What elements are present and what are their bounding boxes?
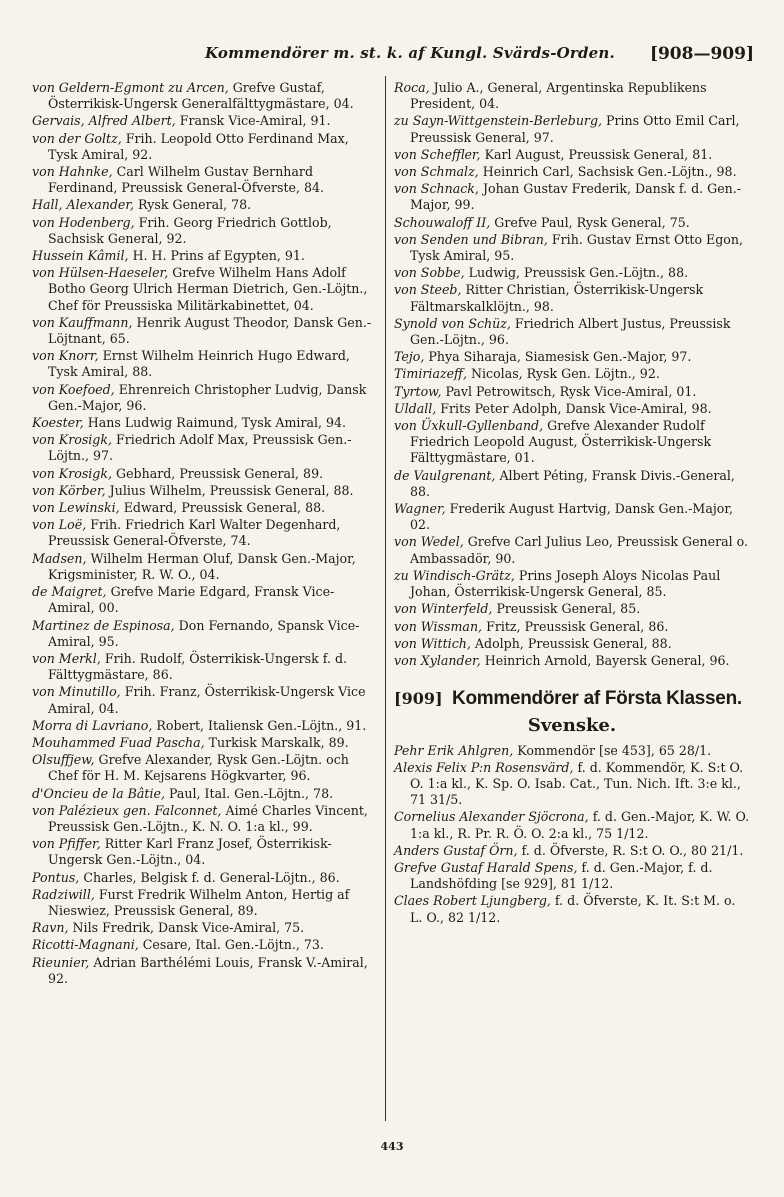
entry-name: von Schnack, — [394, 181, 479, 197]
entry-name: von Scheffler, — [394, 146, 481, 162]
entry-name: von der Goltz, — [32, 130, 122, 146]
entry-details: f. d. Kommendör, K. S:t O. O. 1:a kl., K. Sp. O. Isab. Cat., Tun. Nich. Ift. 3:e kl., 71 31/5. — [410, 759, 744, 808]
entry-name: Morra di Lavriano, — [32, 717, 153, 733]
list-item — [32, 517, 377, 549]
entry-details: Grefve Paul, Rysk General, 75. — [494, 214, 690, 230]
entry-name: von Merkl, — [32, 650, 101, 666]
list-item — [394, 534, 750, 566]
entry-details: Preussisk General, 85. — [496, 601, 641, 617]
list-item — [32, 955, 377, 987]
entry-details: Rysk General, 78. — [138, 197, 252, 213]
list-item — [32, 803, 377, 835]
list-item — [394, 418, 750, 467]
entry-name: von Hahnke, — [32, 164, 113, 180]
entry-details: Heinrich Carl, Sachsisk Gen.-Löjtn., 98. — [482, 164, 737, 180]
list-item — [32, 113, 377, 129]
left-column — [32, 80, 377, 988]
list-item — [32, 786, 377, 802]
entry-details: Ernst Wilhelm Heinrich Hugo Edward, Tysk Amiral, 88. — [48, 348, 350, 380]
entry-details: Grefve Marie Edgard, Fransk Vice-Amiral, 00. — [48, 584, 335, 616]
list-item — [32, 164, 377, 196]
list-item — [32, 248, 377, 264]
entry-details: Nicolas, Rysk Gen. Löjtn., 92. — [470, 366, 660, 382]
entry-name: von Üxkull-Gyllenband, — [394, 418, 544, 434]
list-item — [394, 743, 750, 759]
list-item — [32, 483, 377, 499]
section-entry-list — [394, 743, 750, 926]
entry-name: von Hülsen-Haeseler, — [32, 265, 169, 281]
entry-name: d'Oncieu de la Bâtie, — [32, 785, 165, 801]
entry-name: Alexis Felix P:n Rosensvärd, — [394, 759, 574, 775]
list-item — [32, 735, 377, 751]
page-number: 443 — [380, 1140, 404, 1153]
entry-name: Synold von Schüz, — [394, 315, 511, 331]
entry-details: Fransk Vice-Amiral, 91. — [179, 113, 331, 129]
entry-details: Julius Wilhelm, Preussisk General, 88. — [109, 482, 354, 498]
entry-details: Friedrich Albert Justus, Preussisk Gen.-Löjtn., 96. — [410, 315, 731, 348]
entry-name: Pontus, — [32, 869, 80, 885]
entry-details: Cesare, Ital. Gen.-Löjtn., 73. — [142, 937, 324, 953]
entry-details: Hans Ludwig Raimund, Tysk Amiral, 94. — [87, 415, 347, 431]
entry-name: von Winterfeld, — [394, 601, 493, 617]
section-subtitle: Svenske. — [527, 715, 617, 737]
entry-details: Don Fernando, Spansk Vice-Amiral, 95. — [48, 617, 360, 649]
list-item — [394, 760, 750, 809]
entry-name: von Kauffmann, — [32, 314, 133, 330]
entry-name: Martinez de Espinosa, — [32, 617, 175, 633]
running-title: Kommendörer m. st. k. af Kungl. Svärds-Orden. — [205, 44, 615, 62]
entry-name: Madsen, — [32, 550, 87, 566]
entry-details: Carl Wilhelm Gustav Bernhard Ferdinand, Preussisk General-Öfverste, 84. — [48, 164, 324, 196]
list-item — [394, 468, 750, 500]
entry-details: Henrik August Theodor, Dansk Gen.-Löjtnant, 65. — [48, 314, 372, 347]
entry-details: Julio A., General, Argentinska Republikens President, 04. — [410, 80, 707, 112]
list-item — [32, 348, 377, 380]
entry-name: von Minutillo, — [32, 684, 121, 700]
entry-name: Tejo, — [394, 349, 425, 365]
section-number: [909] — [394, 689, 443, 709]
entry-details: Phya Siharaja, Siamesisk Gen.-Major, 97. — [428, 349, 692, 365]
entry-details: Grefve Gustaf, Österrikisk-Ungersk Generalfälttygmästare, 04. — [48, 80, 354, 112]
entry-name: von Palézieux gen. Falconnet, — [32, 802, 222, 818]
column-divider — [385, 76, 386, 1121]
list-item — [394, 349, 750, 365]
entry-details: f. d. Öfverste, K. It. S:t M. o. L. O., 82 1/12. — [410, 893, 736, 925]
entry-details: Frih. Gustav Ernst Otto Egon, Tysk Amiral, 95. — [410, 231, 743, 264]
entry-details: Furst Fredrik Wilhelm Anton, Hertig af Nieswiez, Preussisk General, 89. — [48, 886, 350, 918]
entry-name: von Wedel, — [394, 534, 464, 550]
entry-name: Mouhammed Fuad Pascha, — [32, 734, 205, 750]
list-item — [32, 382, 377, 414]
list-item — [32, 618, 377, 650]
list-item — [32, 870, 377, 886]
entry-name: Ricotti-Magnani, — [32, 937, 139, 953]
entry-details: Grefve Carl Julius Leo, Preussisk General o. Ambassadör, 90. — [410, 534, 749, 566]
list-item — [32, 415, 377, 431]
list-item — [32, 80, 377, 112]
list-item — [32, 131, 377, 163]
list-item — [32, 836, 377, 868]
list-item — [32, 551, 377, 583]
entry-details: Grefve Alexander, Rysk Gen.-Löjtn. och Chef för H. M. Kejsarens Högkvarter, 96. — [48, 752, 349, 784]
entry-name: Tyrtow, — [394, 383, 442, 399]
entry-name: Olsuffjew, — [32, 752, 95, 768]
list-item — [394, 164, 750, 180]
section-title: Kommendörer af Första Klassen. — [452, 688, 742, 710]
entry-name: Anders Gustaf Örn, — [394, 842, 518, 858]
entry-details: Pavl Petrowitsch, Rysk Vice-Amiral, 01. — [445, 383, 697, 399]
list-item — [394, 316, 750, 348]
entry-name: von Schmalz, — [394, 164, 479, 180]
list-item — [32, 887, 377, 919]
entry-name: Timiriazeff, — [394, 366, 467, 382]
entry-details: Frederik August Hartvig, Dansk Gen.-Major, 02. — [410, 501, 733, 533]
entry-name: Wagner, — [394, 501, 446, 517]
entry-details: Heinrich Arnold, Bayersk General, 96. — [484, 652, 730, 668]
entry-name: Uldall, — [394, 400, 437, 416]
section-heading — [394, 688, 750, 710]
entry-details: Prins Joseph Aloys Nicolas Paul Johan, Österrikisk-Ungersk General, 85. — [410, 567, 721, 600]
entry-name: Rieunier, — [32, 954, 90, 970]
list-item — [394, 893, 750, 925]
entry-details: f. d. Gen.-Major, f. d. Landshöfding [se 929], 81 1/12. — [410, 859, 713, 892]
entry-details: Prins Otto Emil Carl, Preussisk General, 97. — [410, 113, 740, 145]
list-item — [394, 366, 750, 382]
list-item — [394, 147, 750, 163]
page-range: [908—909] — [649, 44, 754, 64]
entry-details: Paul, Ital. Gen.-Löjtn., 78. — [169, 785, 334, 801]
entry-name: Grefve Gustaf Harald Spens, — [394, 859, 578, 875]
list-item — [32, 584, 377, 616]
entry-details: Grefve Alexander Rudolf Friedrich Leopold August, Österrikisk-Ungersk Fälttygmästare, 01. — [410, 418, 712, 466]
entry-name: von Sobbe, — [394, 265, 465, 281]
entry-details: Ludwig, Preussisk Gen.-Löjtn., 88. — [468, 265, 689, 281]
entry-details: Aimé Charles Vincent, Preussisk Gen.-Löjtn., K. N. O. 1:a kl., 99. — [48, 802, 368, 834]
list-item — [32, 752, 377, 784]
entry-details: Nils Fredrik, Dansk Vice-Amiral, 75. — [72, 920, 305, 936]
list-item — [32, 684, 377, 716]
list-item — [394, 619, 750, 635]
entry-details: Frih. Rudolf, Österrikisk-Ungersk f. d. Fälttygmästare, 86. — [48, 650, 348, 683]
entry-name: von Geldern-Egmont zu Arcen, — [32, 80, 229, 95]
entry-name: von Knorr, — [32, 348, 99, 364]
list-item — [32, 215, 377, 247]
entry-name: Ravn, — [32, 920, 69, 936]
entry-details: Johan Gustav Frederik, Dansk f. d. Gen.-Major, 99. — [410, 181, 742, 213]
list-item — [394, 113, 750, 145]
entry-details: Ritter Christian, Österrikisk-Ungersk Fältmarskalklöjtn., 98. — [410, 282, 704, 314]
entry-details: Charles, Belgisk f. d. General-Löjtn., 86. — [83, 869, 340, 885]
entry-name: Claes Robert Ljungberg, — [394, 893, 551, 909]
list-item — [32, 651, 377, 683]
list-item — [394, 843, 750, 859]
list-item — [32, 920, 377, 936]
entry-details: Ehrenreich Christopher Ludvig, Dansk Gen.-Major, 96. — [48, 381, 367, 413]
entry-name: Cornelius Alexander Sjöcrona, — [394, 809, 589, 825]
entry-name: Radziwill, — [32, 886, 95, 902]
entry-name: zu Windisch-Grätz, — [394, 567, 515, 583]
entry-name: von Wissman, — [394, 618, 483, 634]
entry-details: Adolph, Preussisk General, 88. — [474, 635, 672, 651]
entry-details: Wilhelm Herman Oluf, Dansk Gen.-Major, Krigsminister, R. W. O., 04. — [48, 550, 356, 582]
entry-name: von Koefoed, — [32, 381, 115, 397]
entry-name: von Wittich, — [394, 635, 471, 651]
list-item — [394, 568, 750, 600]
entry-name: Pehr Erik Ahlgren, — [394, 742, 514, 758]
list-item — [394, 215, 750, 231]
entry-details: Friedrich Adolf Max, Preussisk Gen.-Löjtn., 97. — [48, 432, 352, 464]
entry-name: von Senden und Bibran, — [394, 231, 548, 247]
entry-details: Frih. Leopold Otto Ferdinand Max, Tysk Amiral, 92. — [48, 130, 349, 162]
entry-name: von Xylander, — [394, 652, 481, 668]
entry-details: f. d. Öfverste, R. S:t O. O., 80 21/1. — [521, 842, 744, 858]
entry-name: von Steeb, — [394, 282, 462, 298]
entry-details: Kommendör [se 453], 65 28/1. — [517, 742, 712, 758]
list-item — [32, 265, 377, 314]
list-item — [32, 432, 377, 464]
entry-details: Karl August, Preussisk General, 81. — [484, 146, 713, 162]
list-item — [32, 315, 377, 347]
list-item — [394, 601, 750, 617]
entry-name: zu Sayn-Wittgenstein-Berleburg, — [394, 113, 603, 129]
entry-name: Hussein Kâmil, — [32, 248, 129, 264]
entry-details: Fritz, Preussisk General, 86. — [486, 618, 669, 634]
entry-name: Roca, — [394, 80, 430, 95]
entry-name: von Körber, — [32, 482, 106, 498]
list-item — [394, 80, 750, 112]
list-item — [394, 501, 750, 533]
entry-details: Gebhard, Preussisk General, 89. — [116, 465, 324, 481]
entry-details: Edward, Preussisk General, 88. — [123, 500, 326, 516]
list-item — [32, 718, 377, 734]
entry-details: f. d. Gen.-Major, K. W. O. 1:a kl., R. Pr. R. Ö. O. 2:a kl., 75 1/12. — [410, 809, 750, 841]
entry-name: von Pfiffer, — [32, 836, 101, 852]
list-item — [394, 653, 750, 669]
entry-details: Albert Péting, Fransk Divis.-General, 88. — [410, 467, 735, 499]
right-entry-list — [394, 80, 750, 669]
entry-name: von Krosigk, — [32, 432, 113, 448]
entry-name: von Hodenberg, — [32, 214, 135, 230]
list-item — [32, 197, 377, 213]
list-item — [32, 500, 377, 516]
entry-details: Ritter Karl Franz Josef, Österrikisk-Ungersk Gen.-Löjtn., 04. — [48, 836, 332, 868]
list-item — [394, 384, 750, 400]
list-item — [394, 181, 750, 213]
list-item — [394, 232, 750, 264]
entry-details: Turkisk Marskalk, 89. — [208, 734, 349, 750]
list-item — [394, 636, 750, 652]
list-item — [394, 809, 750, 841]
entry-name: von Lewinski, — [32, 500, 120, 516]
list-item — [32, 937, 377, 953]
list-item — [394, 860, 750, 892]
entry-name: Schouwaloff II, — [394, 214, 491, 230]
entry-details: Grefve Wilhelm Hans Adolf Botho Georg Ulrich Herman Dietrich, Gen.-Löjtn., Chef för Preussiska Militärkabinettet, 04. — [48, 265, 368, 313]
list-item — [394, 265, 750, 281]
entry-details: Frits Peter Adolph, Dansk Vice-Amiral, 98. — [440, 400, 712, 416]
entry-name: de Maigret, — [32, 584, 107, 600]
entry-name: von Krosigk, — [32, 465, 113, 481]
right-column — [394, 80, 750, 927]
entry-name: Koester, — [32, 415, 84, 431]
entry-name: von Loë, — [32, 517, 87, 533]
page-header — [0, 44, 784, 72]
entry-name: Hall, Alexander, — [32, 197, 135, 213]
entry-details: H. H. Prins af Egypten, 91. — [132, 248, 305, 264]
entry-name: Gervais, Alfred Albert, — [32, 113, 176, 129]
entry-details: Robert, Italiensk Gen.-Löjtn., 91. — [156, 717, 367, 733]
list-item — [394, 401, 750, 417]
list-item — [32, 466, 377, 482]
entry-name: de Vaulgrenant, — [394, 467, 496, 483]
entry-details: Frih. Georg Friedrich Gottlob, Sachsisk General, 92. — [48, 214, 332, 246]
entry-details: Adrian Barthélémi Louis, Fransk V.-Amiral, 92. — [48, 954, 368, 986]
entry-details: Frih. Friedrich Karl Walter Degenhard, Preussisk General-Öfverste, 74. — [48, 517, 341, 549]
entry-details: Frih. Franz, Österrikisk-Ungersk Vice Amiral, 04. — [48, 684, 366, 716]
list-item — [394, 282, 750, 314]
